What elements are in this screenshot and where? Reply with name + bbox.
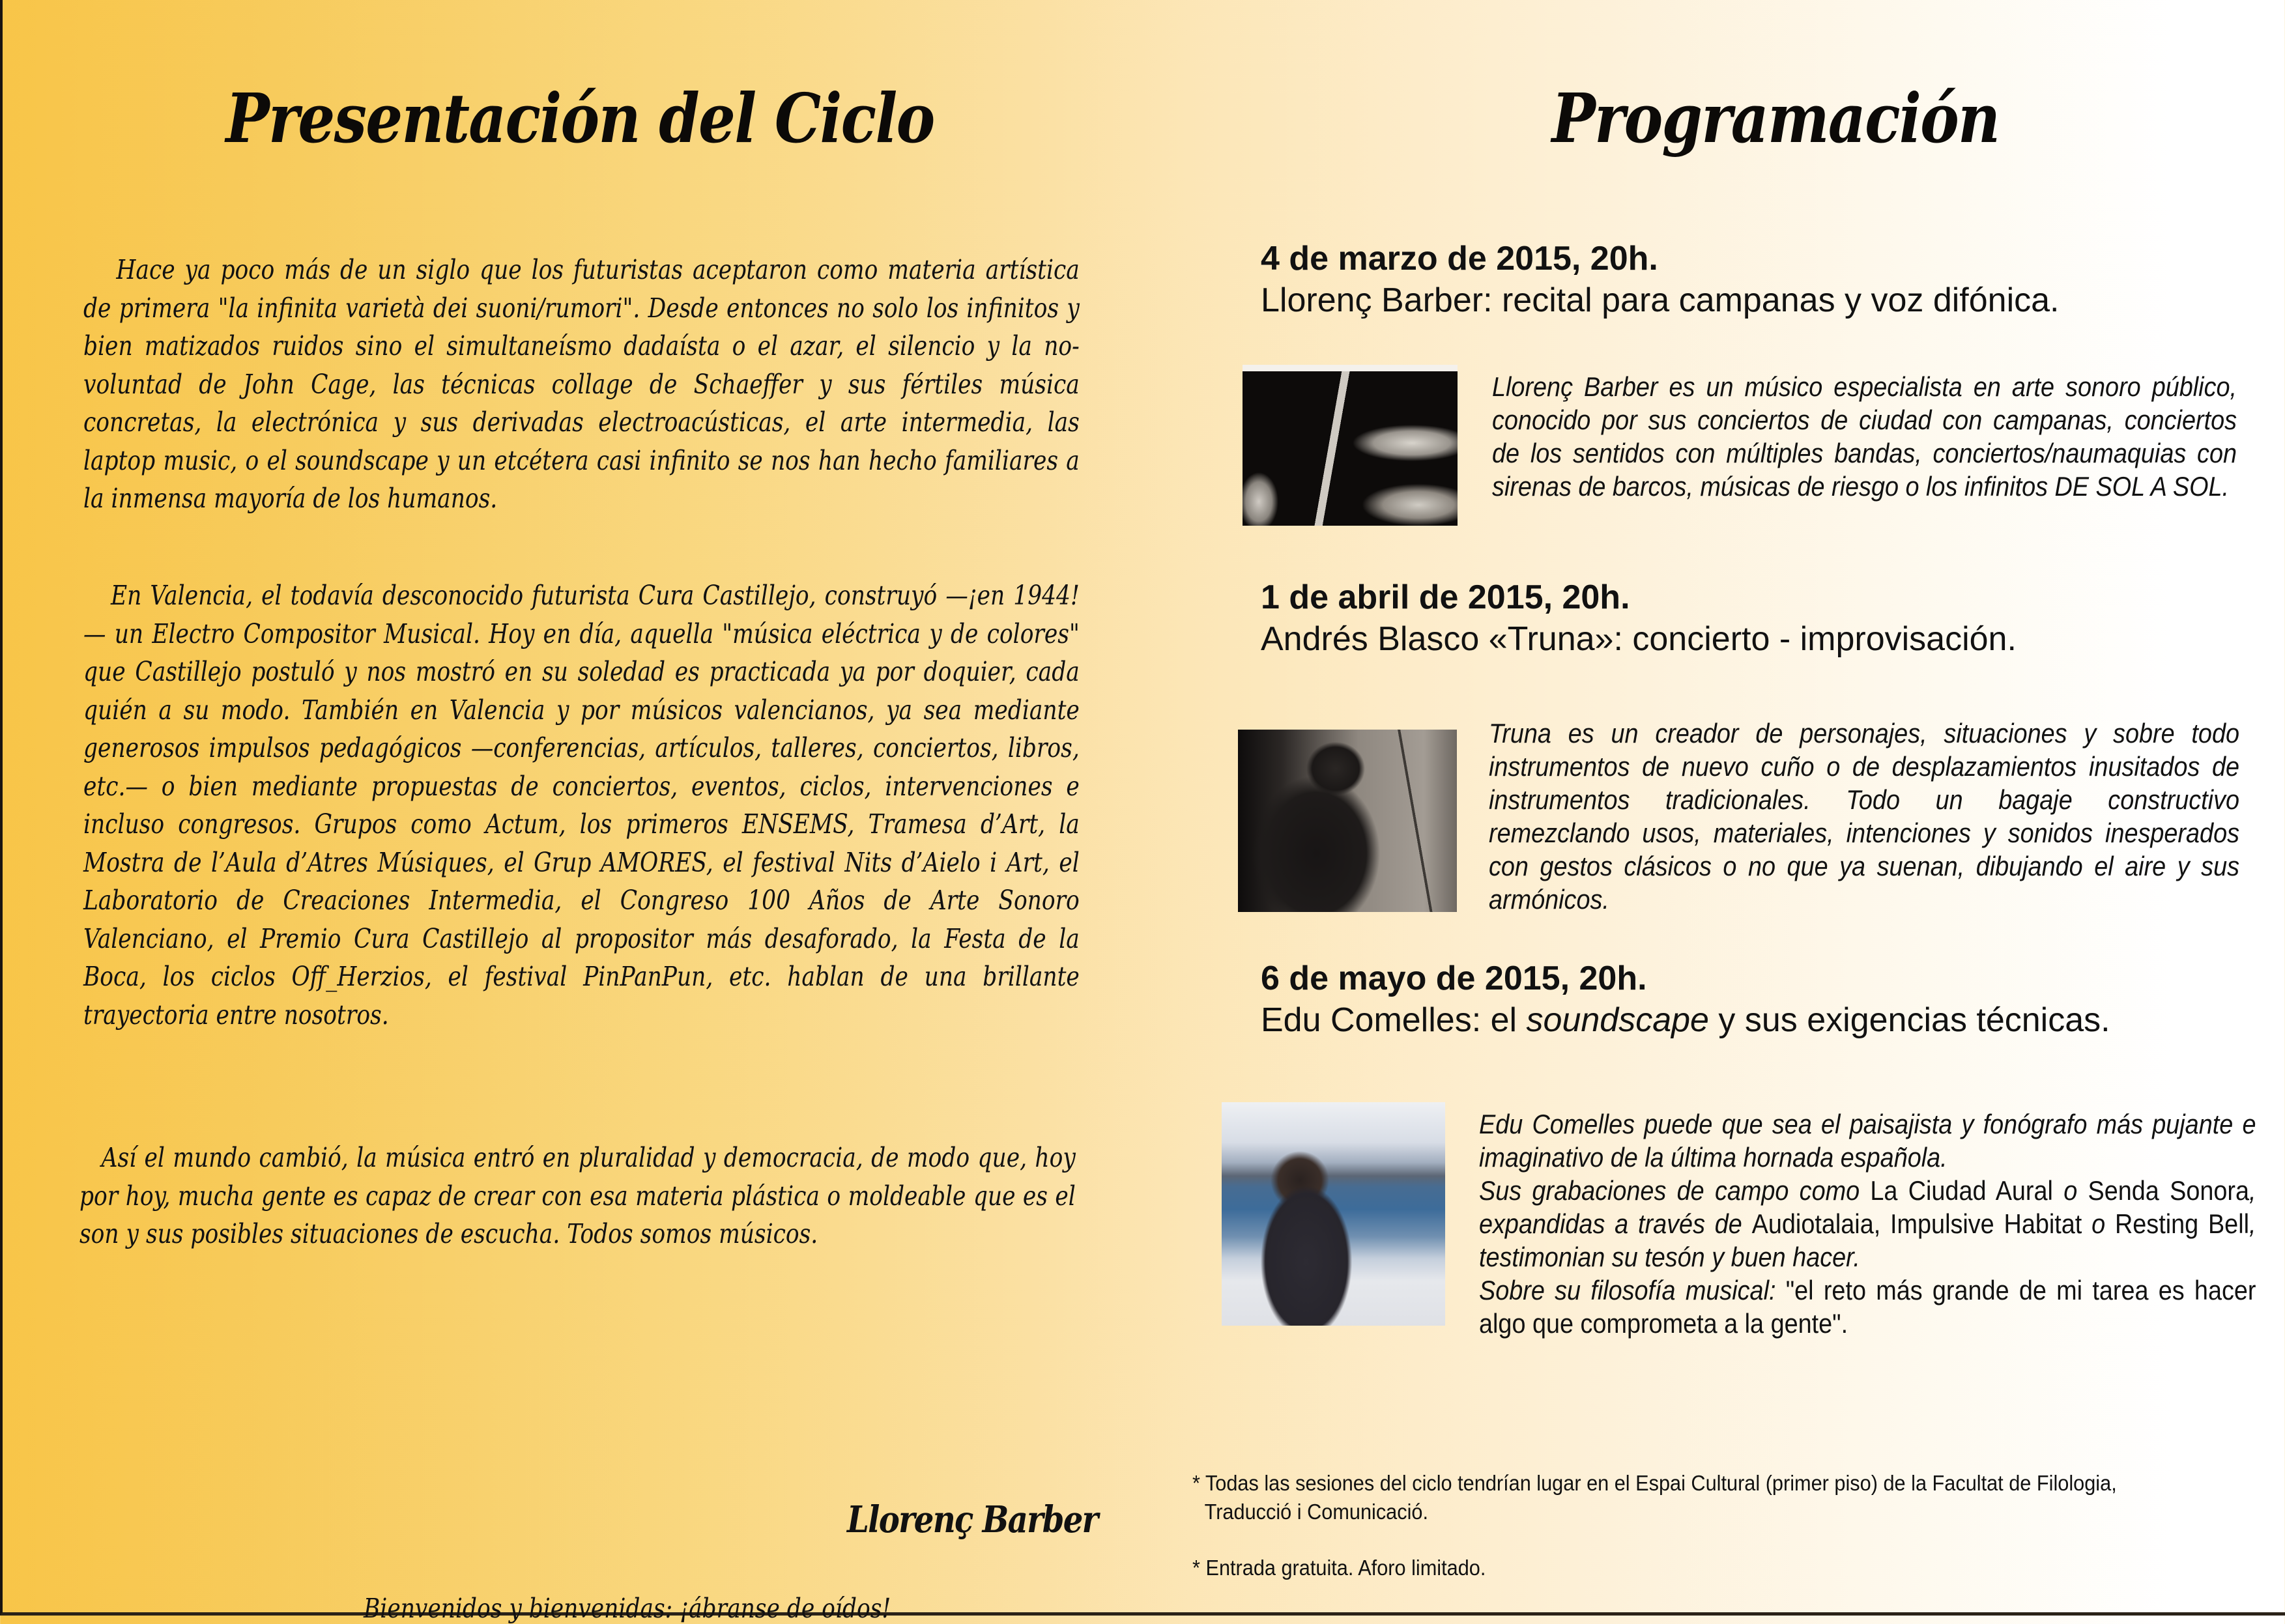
event-date: 4 de marzo de 2015, 20h.	[1261, 240, 1658, 278]
presentation-title: Presentación del Ciclo	[225, 78, 934, 158]
event-date: 1 de abril de 2015, 20h.	[1261, 578, 1630, 616]
event-title: Andrés Blasco «Truna»: concierto - improvisación.	[1261, 620, 2017, 658]
bio-text: o	[2052, 1175, 2088, 1206]
bio-text: , testimonian su tesón y buen hacer.	[1479, 1208, 2256, 1272]
footnote-venue-cont: Traducció i Comunicació.	[1204, 1500, 1429, 1524]
intro-paragraph-valencia: En Valencia, el todavía desconocido futurista Cura Castillejo, construyó —¡en 1944!— un Electro Compositor Musical. Hoy en día, aquella "música eléctrica y de colores" que Castillejo postuló y nos mostró en su soledad es practicada ya por doquier, cada quién a su modo. También en Valencia y por músicos valencianos, ya sea mediante generosos impulsos pedagógicos —conferencias, artículos, talleres, conciertos, libros, etc.— o bien mediante propuestas de conciertos, eventos, ciclos, intervenciones e incluso congresos. Grupos como Actum, los primeros ENSEMS, Tramesa d’Art, la Mostra de l’Aula d’Atres Músiques, el Grup AMORES, el festival Nits d’Aielo i Art, el Laboratorio de Creaciones Intermedia, el Congreso 100 Años de Arte Sonoro Valenciano, el Premio Cura Castillejo al propositor más desaforado, la Festa de la Boca, los ciclos Off_Herzios, el festival PinPanPun, etc. hablan de una brillante trayectoria entre nosotros.	[83, 580, 1080, 1031]
work-title: La Ciudad Aural	[1870, 1175, 2053, 1206]
bio-text: Sobre su filosofía musical:	[1479, 1275, 1786, 1305]
bells-performance-photo	[1243, 365, 1458, 526]
intro-paragraph-futurism: Hace ya poco más de un siglo que los futuristas aceptaron como materia artística de primera "la infinita varietà dei suoni/rumori". Desde entonces no solo los infinitos y bien matizados ruidos sino el simultaneísmo dadaísta o el azar, el silencio y la no-voluntad de John Cage, las técnicas collage de Schaeffer y sus fértiles música concretas, la electrónica y sus derivadas electroacústicas, el arte intermedia, las laptop music, o el soundscape y un etcétera casi infinito se nos han hecho familiares a la inmensa mayoría de los humanos.	[83, 254, 1080, 514]
label-name: Resting Bell	[2114, 1208, 2250, 1239]
event-title-emphasis: soundscape	[1526, 1001, 1709, 1039]
program-title: Programación	[1551, 78, 2000, 158]
bio-text: o	[2082, 1208, 2115, 1239]
bio-quote: "el reto más grande de mi tarea es hacer algo que comprometa a la gente".	[1479, 1275, 2256, 1339]
bio-text: Sus grabaciones de campo como	[1479, 1175, 1871, 1206]
event-bio-truna: Truna es un creador de personajes, situaciones y sobre todo instrumentos de nuevo cuño o de desplazamientos inusitados de instrumentos tradicionales. Todo un bagaje constructivo remezclando usos, materiales, intenciones y sonidos inesperados con gestos clásicos o no que ya suenan, dibujando el aire y sus armónicos.	[1489, 718, 2239, 915]
event-edu-comelles	[1261, 958, 2264, 1041]
edu-comelles-boat-photo	[1222, 1102, 1445, 1326]
bio-intro: Edu Comelles puede que sea el paisajista y fonógrafo más pujante e imaginativo de la última hornada española.	[1479, 1109, 2256, 1173]
footnotes	[1192, 1469, 2198, 1582]
event-title-start: Edu Comelles: el	[1261, 1001, 1527, 1039]
work-title: Senda Sonora	[2088, 1175, 2249, 1206]
event-title	[1261, 999, 2264, 1041]
event-bio-llorenc-barber: Llorenç Barber es un músico especialista en arte sonoro público, conocido por sus conciertos de ciudad con campanas, conciertos de los sentidos con múltiples bandas, conciertos/naumaquias con sirenas de barcos, músicas de riesgo o los infinitos DE SOL A SOL.	[1492, 371, 2237, 502]
event-llorenc-barber	[1261, 238, 2264, 321]
bio-text: , expandidas a través de	[1479, 1175, 2256, 1239]
truna-performance-photo	[1238, 730, 1457, 912]
event-bio-edu-comelles	[1479, 1107, 2256, 1340]
footnote-admission: * Entrada gratuita. Aforo limitado.	[1192, 1556, 1486, 1580]
author-signature: Llorenç Barber	[847, 1498, 1098, 1541]
event-title: Llorenç Barber: recital para campanas y voz difónica.	[1261, 281, 2060, 319]
event-truna	[1261, 577, 2264, 660]
label-names: Audiotalaia, Impulsive Habitat	[1751, 1208, 2082, 1239]
event-date: 6 de mayo de 2015, 20h.	[1261, 960, 1647, 997]
footnote-venue: * Todas las sesiones del ciclo tendrían lugar en el Espai Cultural (primer piso) de la Facultat de Filologia,	[1192, 1471, 2117, 1495]
welcome-line: Bienvenidos y bienvenidas: ¡ábranse de oídos!	[364, 1593, 891, 1624]
intro-paragraph-democracy: Así el mundo cambió, la música entró en pluralidad y democracia, de modo que, hoy por hoy, mucha gente es capaz de crear con esa materia plástica o moldeable que es el son y sus posibles situaciones de escucha. Todos somos músicos.	[79, 1142, 1076, 1249]
event-title-end: y sus exigencias técnicas.	[1708, 1001, 2110, 1039]
